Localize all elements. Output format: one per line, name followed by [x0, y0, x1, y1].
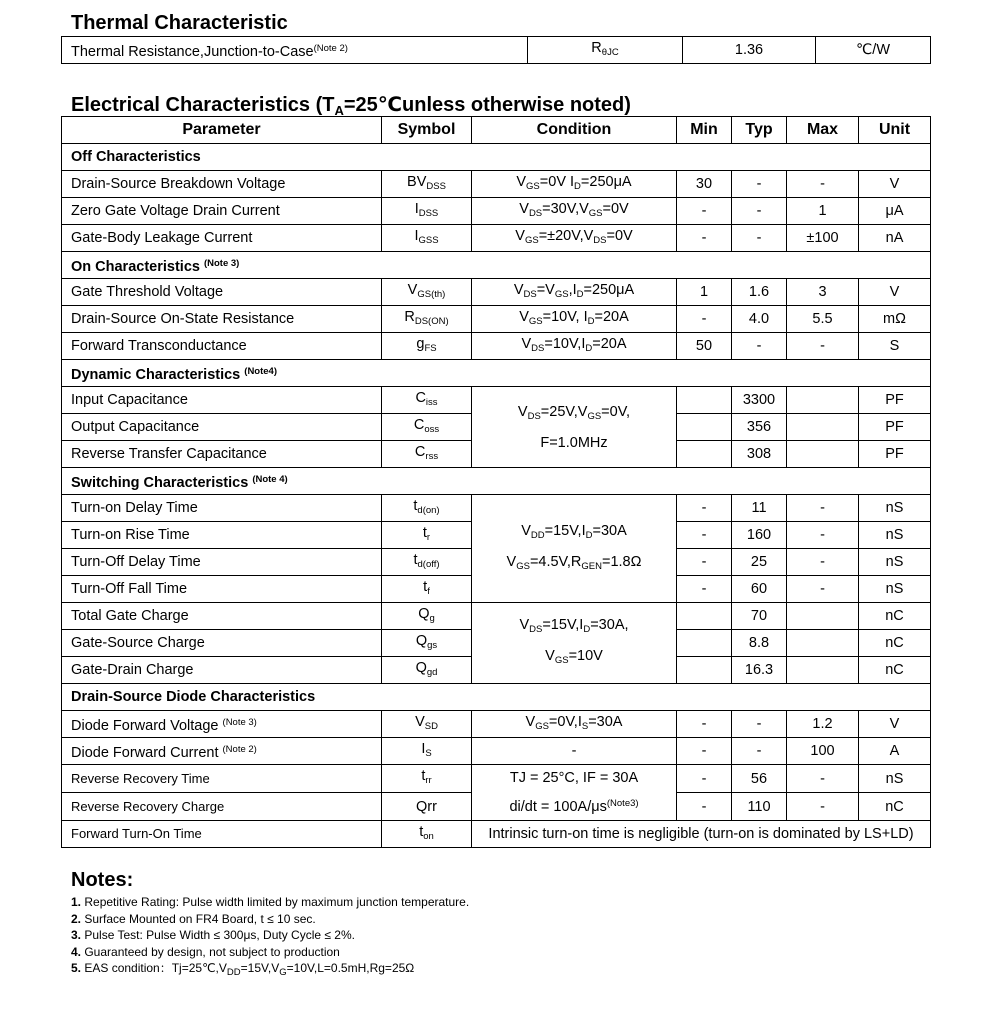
thermal-param: Thermal Resistance,Junction-to-Case$^{(Note 2)}$ [62, 37, 528, 64]
condition-line: $di/dt = 100A/\mu s^{(Note3)}$ [509, 798, 639, 815]
electrical-table [61, 116, 931, 848]
symbol-cell: $Q_{gs}$ [382, 630, 472, 657]
min-cell: 30 [677, 171, 732, 198]
min-cell: - [677, 225, 732, 252]
typ-cell: 160 [732, 522, 787, 549]
unit-cell: nS [859, 495, 931, 522]
param-cell: Reverse Recovery Charge [62, 793, 382, 821]
min-cell: - [677, 576, 732, 603]
min-cell: - [677, 738, 732, 765]
typ-cell: 16.3 [732, 657, 787, 684]
condition-cell: $V_{GS}=0V,I_S=30A$ [472, 711, 677, 738]
param-cell: Output Capacitance [62, 414, 382, 441]
param-cell: Gate-Drain Charge [62, 657, 382, 684]
thermal-table [61, 36, 931, 64]
max-cell: - [787, 549, 859, 576]
symbol-cell: $t_r$ [382, 522, 472, 549]
thermal-value: 1.36 [683, 37, 816, 64]
thermal-unit: ℃/W [816, 37, 931, 64]
condition-cell: $V_{GS}=10V$, $I_D=20A$ [472, 306, 677, 333]
electrical-section-title: Electrical Characteristics ($T_A=25℃unless$ otherwise noted) [71, 94, 631, 118]
condition-cell-reverse-recovery [472, 765, 677, 821]
max-cell [787, 630, 859, 657]
max-cell: - [787, 522, 859, 549]
typ-cell: 70 [732, 603, 787, 630]
typ-cell: - [732, 171, 787, 198]
param-cell: Gate-Source Charge [62, 630, 382, 657]
notes-list [71, 894, 469, 982]
header-unit: Unit [859, 117, 931, 144]
typ-cell: 356 [732, 414, 787, 441]
min-cell: - [677, 306, 732, 333]
unit-cell: nC [859, 630, 931, 657]
header-condition: Condition [472, 117, 677, 144]
symbol-cell: $C_{rss}$ [382, 441, 472, 468]
unit-cell: nS [859, 765, 931, 793]
symbol-cell: $t_{rr}$ [382, 765, 472, 793]
min-cell: - [677, 522, 732, 549]
unit-cell: μA [859, 198, 931, 225]
min-cell: - [677, 495, 732, 522]
section-dynamic: Dynamic Characteristics $^{(Note4)}$ [62, 360, 931, 387]
condition-cell: $V_{DS}=30V,V_{GS}=0V$ [472, 198, 677, 225]
table-row [62, 198, 931, 225]
typ-cell: 308 [732, 441, 787, 468]
condition-line: TJ = 25°C, IF = 30A [509, 770, 639, 786]
symbol-cell: $C_{oss}$ [382, 414, 472, 441]
min-cell: - [677, 198, 732, 225]
min-cell [677, 630, 732, 657]
unit-cell: nC [859, 657, 931, 684]
param-cell: Diode Forward Voltage $^{(Note 3)}$ [62, 711, 382, 738]
param-cell: Diode Forward Current $^{(Note 2)}$ [62, 738, 382, 765]
unit-cell: PF [859, 414, 931, 441]
notes-title: Notes: [71, 869, 134, 891]
unit-cell: nS [859, 549, 931, 576]
param-cell: Drain-Source Breakdown Voltage [62, 171, 382, 198]
condition-line: $V_{DS}=15V,I_D=30A$, [519, 617, 629, 635]
table-row [62, 279, 931, 306]
table-row [62, 765, 931, 793]
condition-cell: - [472, 738, 677, 765]
symbol-cell: $I_{DSS}$ [382, 198, 472, 225]
condition-line: $V_{GS}=10V$ [545, 648, 603, 666]
typ-cell: 1.6 [732, 279, 787, 306]
min-cell [677, 387, 732, 414]
typ-cell: 11 [732, 495, 787, 522]
symbol-cell: $I_{GSS}$ [382, 225, 472, 252]
param-cell: Reverse Transfer Capacitance [62, 441, 382, 468]
table-row [62, 738, 931, 765]
unit-cell: A [859, 738, 931, 765]
table-row [62, 333, 931, 360]
typ-cell: - [732, 225, 787, 252]
section-switching: Switching Characteristics $^{(Note 4)}$ [62, 468, 931, 495]
min-cell [677, 603, 732, 630]
symbol-cell: $BV_{DSS}$ [382, 171, 472, 198]
condition-cell-gate-charge [472, 603, 677, 684]
unit-cell: nC [859, 603, 931, 630]
symbol-cell: $g_{FS}$ [382, 333, 472, 360]
param-cell: Gate-Body Leakage Current [62, 225, 382, 252]
max-cell: - [787, 495, 859, 522]
condition-line: F=1.0MHz [540, 434, 608, 451]
max-cell [787, 441, 859, 468]
param-cell: Forward Turn-On Time [62, 821, 382, 848]
param-cell: Turn-on Rise Time [62, 522, 382, 549]
unit-cell: nS [859, 522, 931, 549]
header-parameter: Parameter [62, 117, 382, 144]
condition-cell-turn-on: Intrinsic turn-on time is negligible (turn-on is dominated by LS+LD) [472, 821, 931, 848]
symbol-cell: $t_{d(off)}$ [382, 549, 472, 576]
table-row [62, 603, 931, 630]
min-cell: 1 [677, 279, 732, 306]
typ-cell: - [732, 738, 787, 765]
param-cell: Turn-Off Fall Time [62, 576, 382, 603]
typ-cell: - [732, 198, 787, 225]
max-cell: - [787, 171, 859, 198]
param-cell: Zero Gate Voltage Drain Current [62, 198, 382, 225]
max-cell [787, 657, 859, 684]
condition-cell-switching [472, 495, 677, 603]
max-cell: 1 [787, 198, 859, 225]
symbol-cell: $Q_{gd}$ [382, 657, 472, 684]
condition-cell: $V_{DS}=10V,I_D=20A$ [472, 333, 677, 360]
min-cell [677, 441, 732, 468]
min-cell: - [677, 711, 732, 738]
note-item: 2. Surface Mounted on FR4 Board, t ≤ 10 sec. [71, 911, 316, 926]
symbol-cell: $t_f$ [382, 576, 472, 603]
symbol-cell: $V_{GS(th)}$ [382, 279, 472, 306]
section-row [62, 360, 931, 387]
table-row [62, 171, 931, 198]
param-cell: Gate Threshold Voltage [62, 279, 382, 306]
min-cell [677, 657, 732, 684]
section-row [62, 468, 931, 495]
min-cell: - [677, 793, 732, 821]
param-cell: Turn-on Delay Time [62, 495, 382, 522]
min-cell [677, 414, 732, 441]
max-cell: ±100 [787, 225, 859, 252]
unit-cell: V [859, 171, 931, 198]
param-cell: Drain-Source On-State Resistance [62, 306, 382, 333]
condition-line: $V_{GS}=4.5V,R_{GEN}=1.8\Omega$ [506, 553, 642, 572]
header-max: Max [787, 117, 859, 144]
thermal-section-title: Thermal Characteristic [71, 12, 288, 34]
typ-cell: 3300 [732, 387, 787, 414]
note-item: 1. Repetitive Rating: Pulse width limited by maximum junction temperature. [71, 895, 470, 909]
condition-line: $V_{DS}=25V,V_{GS}=0V$, [517, 403, 631, 422]
typ-cell: - [732, 711, 787, 738]
symbol-cell: $t_{on}$ [382, 821, 472, 848]
condition-cell: $V_{DS}=V_{GS},I_D=250\mu A$ [472, 279, 677, 306]
section-row [62, 252, 931, 279]
symbol-cell: $C_{iss}$ [382, 387, 472, 414]
unit-cell: mΩ [859, 306, 931, 333]
note-item: 4. Guaranteed by design, not subject to production [71, 944, 340, 959]
symbol-cell: Qrr [382, 793, 472, 821]
max-cell: - [787, 793, 859, 821]
table-row [62, 711, 931, 738]
note-item: 3. Pulse Test: Pulse Width ≤ 300μs, Duty Cycle ≤ 2%. [71, 928, 355, 943]
max-cell: 3 [787, 279, 859, 306]
symbol-cell: $I_S$ [382, 738, 472, 765]
min-cell: - [677, 549, 732, 576]
param-cell: Forward Transconductance [62, 333, 382, 360]
unit-cell: PF [859, 441, 931, 468]
table-row [62, 37, 931, 64]
table-row [62, 387, 931, 414]
table-row [62, 821, 931, 848]
max-cell: 5.5 [787, 306, 859, 333]
typ-cell: 60 [732, 576, 787, 603]
max-cell [787, 414, 859, 441]
typ-cell: 25 [732, 549, 787, 576]
section-row [62, 144, 931, 171]
section-diode: Drain-Source Diode Characteristics [62, 684, 931, 711]
symbol-cell: $R_{DS(ON)}$ [382, 306, 472, 333]
thermal-symbol: $R_{\theta JC}$ [528, 37, 683, 64]
min-cell: 50 [677, 333, 732, 360]
max-cell [787, 603, 859, 630]
unit-cell: nC [859, 793, 931, 821]
param-cell: Input Capacitance [62, 387, 382, 414]
condition-cell-dynamic [472, 387, 677, 468]
condition-cell: $V_{GS}=\pm 20V,V_{DS}=0V$ [472, 225, 677, 252]
header-row [62, 117, 931, 144]
table-row [62, 306, 931, 333]
min-cell: - [677, 765, 732, 793]
param-cell: Turn-Off Delay Time [62, 549, 382, 576]
table-row [62, 495, 931, 522]
header-min: Min [677, 117, 732, 144]
unit-cell: nS [859, 576, 931, 603]
section-on: On Characteristics $^{(Note 3)}$ [62, 252, 931, 279]
typ-cell: 8.8 [732, 630, 787, 657]
table-row [62, 225, 931, 252]
typ-cell: 56 [732, 765, 787, 793]
max-cell: - [787, 333, 859, 360]
note-item: 5. EAS condition：$Tj=25℃,V_{DD}=15V,V_G=10V,L=0.5mH,Rg=25\Omega$ [71, 961, 415, 979]
symbol-cell: $t_{d(on)}$ [382, 495, 472, 522]
typ-cell: 110 [732, 793, 787, 821]
unit-cell: S [859, 333, 931, 360]
symbol-cell: $Q_g$ [382, 603, 472, 630]
condition-line: $V_{DD}=15V,I_D=30A$ [521, 522, 627, 541]
max-cell: - [787, 765, 859, 793]
header-typ: Typ [732, 117, 787, 144]
condition-cell: $V_{GS}=0V$ $I_D=250\mu A$ [472, 171, 677, 198]
symbol-cell: $V_{SD}$ [382, 711, 472, 738]
header-symbol: Symbol [382, 117, 472, 144]
max-cell: - [787, 576, 859, 603]
param-cell: Total Gate Charge [62, 603, 382, 630]
section-off: Off Characteristics [62, 144, 931, 171]
unit-cell: nA [859, 225, 931, 252]
unit-cell: PF [859, 387, 931, 414]
section-row [62, 684, 931, 711]
typ-cell: 4.0 [732, 306, 787, 333]
max-cell: 1.2 [787, 711, 859, 738]
param-cell: Reverse Recovery Time [62, 765, 382, 793]
unit-cell: V [859, 279, 931, 306]
max-cell: 100 [787, 738, 859, 765]
typ-cell: - [732, 333, 787, 360]
unit-cell: V [859, 711, 931, 738]
max-cell [787, 387, 859, 414]
